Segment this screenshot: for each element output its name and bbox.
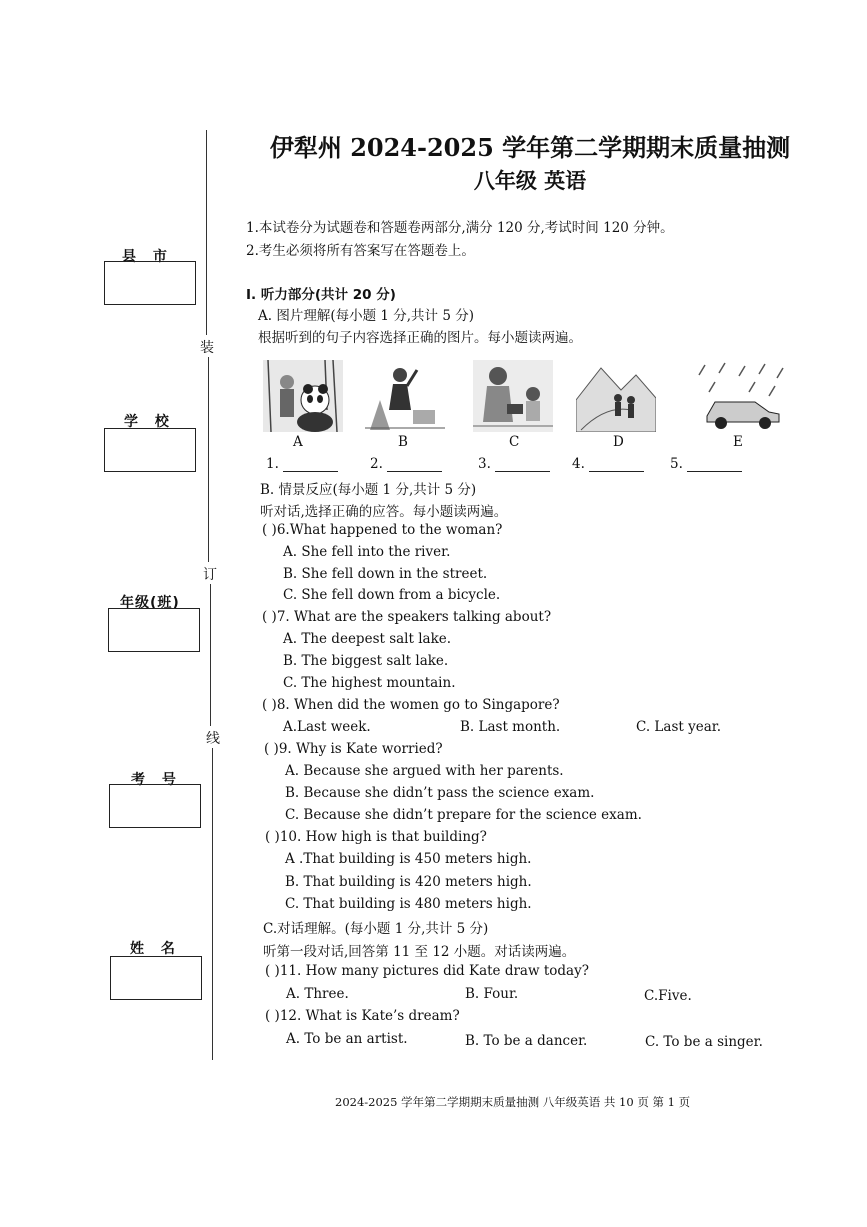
sectionC-title: C.对话理解。(每小题 1 分,共计 5 分) bbox=[263, 921, 489, 937]
page-title: 伊犁州 2024-2025 学年第二学期期末质量抽测 bbox=[269, 133, 791, 162]
question-8: ( )8. When did the women go to Singapore? bbox=[262, 697, 560, 713]
picture-label: B bbox=[398, 434, 408, 450]
sectionA-direction: 根据听到的句子内容选择正确的图片。每小题读两遍。 bbox=[258, 330, 582, 346]
part1-heading: I. 听力部分(共计 20 分) bbox=[246, 287, 396, 303]
option-12c[interactable]: C. To be a singer. bbox=[645, 1034, 763, 1050]
option-9a[interactable]: A. Because she argued with her parents. bbox=[285, 763, 564, 779]
binding-line bbox=[212, 748, 213, 1060]
option-11b[interactable]: B. Four. bbox=[465, 986, 519, 1002]
option-10b[interactable]: B. That building is 420 meters high. bbox=[285, 874, 532, 890]
option-6a[interactable]: A. She fell into the river. bbox=[283, 544, 451, 560]
class-box[interactable] bbox=[108, 608, 200, 652]
option-9c[interactable]: C. Because she didn’t prepare for the science exam. bbox=[285, 807, 642, 823]
option-7b[interactable]: B. The biggest salt lake. bbox=[283, 653, 449, 669]
instruction-1: 1.本试卷分为试题卷和答题卷两部分,满分 120 分,考试时间 120 分钟。 bbox=[246, 220, 674, 236]
option-12b[interactable]: B. To be a dancer. bbox=[465, 1033, 588, 1049]
question-11: ( )11. How many pictures did Kate draw today? bbox=[265, 963, 589, 979]
field-label-name: 姓 名 bbox=[130, 941, 181, 957]
picture-label: A bbox=[293, 434, 303, 450]
answer-blank-4[interactable]: 4. bbox=[572, 456, 644, 472]
option-9b[interactable]: B. Because she didn’t pass the science exam. bbox=[285, 785, 595, 801]
field-label-exam-number: 考 号 bbox=[131, 772, 182, 788]
picture-label: C bbox=[509, 434, 520, 450]
rain-car-picture-icon bbox=[695, 360, 787, 432]
option-8c[interactable]: C. Last year. bbox=[636, 719, 722, 735]
binding-line bbox=[208, 357, 209, 562]
mother-child-picture-icon bbox=[473, 360, 553, 432]
option-6c[interactable]: C. She fell down from a bicycle. bbox=[283, 587, 501, 603]
question-6: ( )6.What happened to the woman? bbox=[262, 522, 503, 538]
option-10a[interactable]: A .That building is 450 meters high. bbox=[285, 851, 532, 867]
option-10c[interactable]: C. That building is 480 meters high. bbox=[285, 896, 532, 912]
sectionB-direction: 听对话,选择正确的应答。每小题读两遍。 bbox=[260, 504, 508, 520]
page-subtitle: 八年级 英语 bbox=[473, 168, 587, 193]
answer-blank-1[interactable]: 1. bbox=[266, 456, 338, 472]
option-6b[interactable]: B. She fell down in the street. bbox=[283, 566, 488, 582]
field-label-school: 学 校 bbox=[124, 414, 175, 430]
page-footer: 2024-2025 学年第二学期期末质量抽测 八年级英语 共 10 页 第 1 页 bbox=[335, 1095, 691, 1109]
option-8a[interactable]: A.Last week. bbox=[283, 719, 371, 735]
climber-picture-icon bbox=[365, 360, 445, 432]
picture-label: E bbox=[733, 434, 743, 450]
binding-line bbox=[206, 130, 207, 335]
sectionB-title: B. 情景反应(每小题 1 分,共计 5 分) bbox=[260, 482, 477, 498]
question-9: ( )9. Why is Kate worried? bbox=[264, 741, 443, 757]
field-label-county: 县 市 bbox=[122, 249, 173, 265]
question-7: ( )7. What are the speakers talking about? bbox=[262, 609, 552, 625]
question-10: ( )10. How high is that building? bbox=[265, 829, 487, 845]
sectionC-direction: 听第一段对话,回答第 11 至 12 小题。对话读两遍。 bbox=[263, 944, 576, 960]
question-12: ( )12. What is Kate’s dream? bbox=[265, 1008, 460, 1024]
answer-blank-2[interactable]: 2. bbox=[370, 456, 442, 472]
option-11a[interactable]: A. Three. bbox=[286, 986, 349, 1002]
name-box[interactable] bbox=[110, 956, 202, 1000]
school-box[interactable] bbox=[104, 428, 196, 472]
answer-blank-5[interactable]: 5. bbox=[670, 456, 742, 472]
county-box[interactable] bbox=[104, 261, 196, 305]
panda-picture-icon bbox=[263, 360, 343, 432]
binding-line bbox=[210, 584, 211, 726]
field-label-class: 年级(班) bbox=[120, 595, 180, 611]
binding-mark: 线 bbox=[206, 731, 220, 747]
option-7c[interactable]: C. The highest mountain. bbox=[283, 675, 456, 691]
option-12a[interactable]: A. To be an artist. bbox=[286, 1031, 408, 1047]
option-8b[interactable]: B. Last month. bbox=[460, 719, 561, 735]
picture-label: D bbox=[613, 434, 624, 450]
exam-number-box[interactable] bbox=[109, 784, 201, 828]
answer-blank-3[interactable]: 3. bbox=[478, 456, 550, 472]
sectionA-title: A. 图片理解(每小题 1 分,共计 5 分) bbox=[258, 308, 474, 324]
binding-mark: 装 bbox=[200, 340, 214, 356]
binding-mark: 订 bbox=[203, 567, 217, 583]
option-11c[interactable]: C.Five. bbox=[644, 988, 692, 1004]
option-7a[interactable]: A. The deepest salt lake. bbox=[283, 631, 452, 647]
mountain-hikers-picture-icon bbox=[576, 360, 656, 432]
instruction-2: 2.考生必须将所有答案写在答题卷上。 bbox=[246, 243, 475, 259]
